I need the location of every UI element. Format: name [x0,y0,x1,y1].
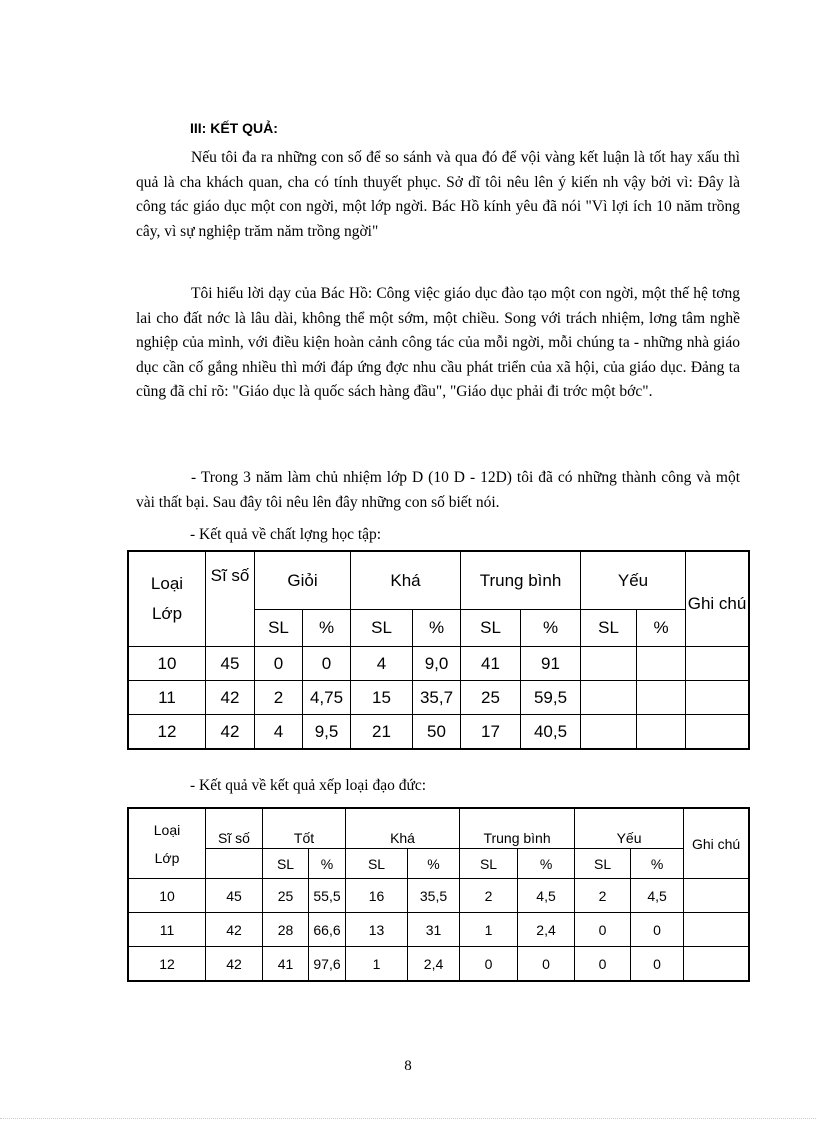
cell: 97,6 [309,947,346,981]
cell-lop: 10 [129,647,206,681]
cell-siso: 42 [206,681,255,715]
cell: 25 [263,879,309,913]
sl-header: SL [581,610,637,647]
sl-header: SL [575,849,631,879]
cell: 66,6 [309,913,346,947]
cell [637,715,686,749]
table-row [129,879,749,913]
group-header-4: Yếu [575,809,684,849]
table-row [129,681,749,715]
cell-siso: 45 [206,879,263,913]
ghichu-header: Ghi chú [684,809,749,879]
loai-lop-header [129,552,206,647]
siso-header: Sĩ số [206,809,263,849]
siso-header: Sĩ số [206,552,255,647]
group-header-2: Khá [351,552,461,610]
cell: 13 [346,913,408,947]
cell: 1 [460,913,518,947]
sl-header: SL [263,849,309,879]
sl-header: SL [461,610,521,647]
cell: 0 [255,647,303,681]
empty-cell [206,849,263,879]
cell: 4,75 [303,681,351,715]
cell: 28 [263,913,309,947]
cell: 1 [346,947,408,981]
paragraph-3: - Trong 3 năm làm chủ nhiệm lớp D (10 D - 12D) tôi đã có những thành công và một vài thất bại. Sau đây tôi nêu lên đây những con số biết nói. [136,469,740,511]
cell-ghichu [686,647,749,681]
table-row [129,647,749,681]
cell: 15 [351,681,413,715]
cell: 55,5 [309,879,346,913]
pct-header: % [413,610,461,647]
cell: 0 [631,913,684,947]
cell-lop: 10 [129,879,206,913]
cell: 2,4 [408,947,460,981]
cell-siso: 42 [206,715,255,749]
cell [581,681,637,715]
pct-header: % [637,610,686,647]
cell: 0 [575,913,631,947]
table-row [129,913,749,947]
cell-ghichu [686,715,749,749]
table-row [129,947,749,981]
cell-siso: 45 [206,647,255,681]
sl-header: SL [460,849,518,879]
paragraph-1: Nếu tôi đa ra những con số để so sánh và qua đó để vội vàng kết luận là tốt hay xấu thì quả là cha khách quan, cha có tính thuyết phục. Sở dĩ tôi nêu lên ý kiến nh vậy bởi vì: Đây là công tác giáo dục một con ngời, một lớp ngời. Bác Hồ kính yêu đã nói "Vì lợi ích 10 năm trồng cây, vì sự nghiệp trăm năm trồng ngời" [136,149,740,240]
cell: 50 [413,715,461,749]
cell: 41 [461,647,521,681]
pct-header: % [303,610,351,647]
cell: 2,4 [518,913,575,947]
cell: 0 [631,947,684,981]
cell-lop: 12 [129,715,206,749]
cell: 4,5 [631,879,684,913]
cell-ghichu [684,913,749,947]
loai-label: Loại [153,821,181,838]
cell: 4,5 [518,879,575,913]
sl-header: SL [346,849,408,879]
group-header-2: Khá [346,809,460,849]
cell: 35,5 [408,879,460,913]
cell-siso: 42 [206,947,263,981]
cell: 17 [461,715,521,749]
cell: 31 [408,913,460,947]
cell [581,647,637,681]
cell: 21 [351,715,413,749]
cell: 4 [351,647,413,681]
page-number: 8 [404,1058,412,1074]
cell-lop: 11 [129,913,206,947]
cell: 0 [575,947,631,981]
cell-ghichu [684,947,749,981]
table-row [129,715,749,749]
loai-lop-header [129,809,206,879]
cell: 0 [303,647,351,681]
table2-caption: - Kết quả về kết quả xếp loại đạo đức: [190,777,427,794]
cell: 2 [460,879,518,913]
paragraph-2: Tôi hiểu lời dạy của Bác Hồ: Công việc giáo dục đào tạo một con ngời, một thế hệ tơng lai cho đất nớc là lâu dài, không thể một sớm, một chiều. Song với trách nhiệm, lơng tâm nghề nghiệp của mình, với điều kiện hoàn cảnh công tác của mỗi ngời, mỗi chúng ta - những nhà giáo dục cần cố gắng nhiều thì mới đáp ứng đợc nhu cầu phát triển của xã hội, của giáo dục. Đảng ta cũng đã chỉ rõ: "Giáo dục là quốc sách hàng đầu", "Giáo dục phải đi trớc một bớc". [136,285,740,400]
group-header-1: Giỏi [255,552,351,610]
group-header-4: Yếu [581,552,686,610]
section-heading: III: KẾT QUẢ: [190,120,278,136]
pct-header: % [521,610,581,647]
cell: 0 [518,947,575,981]
page-bottom-divider [0,1118,816,1119]
cell [581,715,637,749]
cell-ghichu [686,681,749,715]
conduct-results-table [128,808,749,981]
cell-ghichu [684,879,749,913]
cell: 59,5 [521,681,581,715]
cell: 25 [461,681,521,715]
sl-header: SL [255,610,303,647]
academic-results-table [128,551,749,749]
cell-lop: 11 [129,681,206,715]
cell: 91 [521,647,581,681]
cell: 9,5 [303,715,351,749]
cell: 2 [255,681,303,715]
cell: 4 [255,715,303,749]
cell-lop: 12 [129,947,206,981]
pct-header: % [408,849,460,879]
pct-header: % [631,849,684,879]
table1-caption: - Kết quả về chất lợng học tập: [190,526,382,543]
cell: 16 [346,879,408,913]
cell: 41 [263,947,309,981]
ghichu-header: Ghi chú [686,552,749,647]
sl-header: SL [351,610,413,647]
group-header-3: Trung bình [461,552,581,610]
cell: 0 [460,947,518,981]
lop-label: Lớp [154,849,180,866]
cell-siso: 42 [206,913,263,947]
pct-header: % [309,849,346,879]
group-header-3: Trung bình [460,809,575,849]
group-header-1: Tốt [263,809,346,849]
cell [637,681,686,715]
cell: 40,5 [521,715,581,749]
lop-label: Lớp [151,604,183,623]
cell: 35,7 [413,681,461,715]
loai-label: Loại [150,574,184,593]
cell: 2 [575,879,631,913]
cell [637,647,686,681]
pct-header: % [518,849,575,879]
cell: 9,0 [413,647,461,681]
